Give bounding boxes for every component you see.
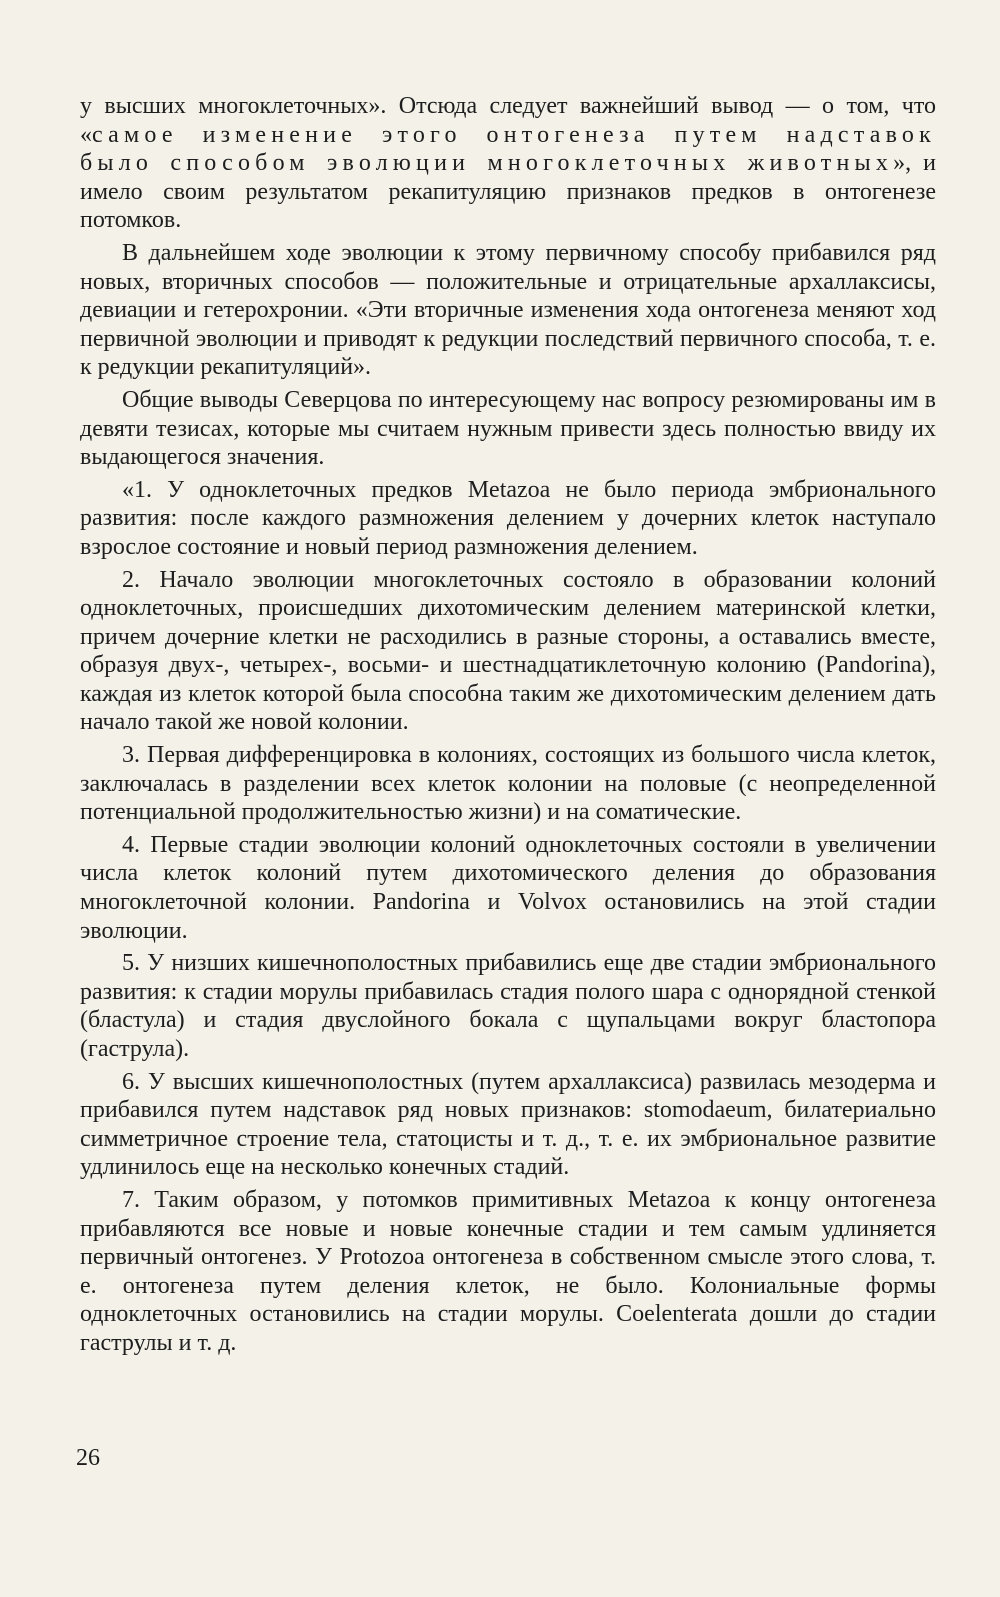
thesis-4: 4. Первые стадии эволюции колоний одноклеточных состояли в увеличении числа клеток колоний путем дихотомического деления до образования многоклеточной колонии. Pandorina и Volvox остановились на этой стадии эволюции. [80,831,936,944]
page-number: 26 [76,1445,100,1471]
body-text [80,92,936,1362]
thesis-5: 5. У низших кишечнополостных прибавились еще две стадии эмбрионального развития: к стадии морулы прибавилась стадия полого шара с однорядной стенкой (бластула) и стадия двуслойного бокала с щупальцами вокруг бластопора (гаструла). [80,950,936,1062]
paragraph: В дальнейшем ходе эволюции к этому первичному способу прибавился ряд новых, вторичных способов — положительные и отрицательные архаллаксисы, девиации и гетерохронии. «Эти вторичные изменения хода онтогенеза меняют ход первичной эволюции и приводят к редукции последствий первичного способа, т. е. к редукции рекапитуляций». [80,239,936,381]
thesis-6: 6. У высших кишечнополостных (путем архаллаксиса) развилась мезодерма и прибавился путем надставок ряд новых признаков: stomodaeum, билатериально симметричное строение тела, статоцисты и т. д., т. е. их эмбриональное развитие удлинилось еще на несколько конечных стадий. [80,1068,936,1181]
thesis-7: 7. Таким образом, у потомков примитивных Metazoa к концу онтогенеза прибавляются все новые и новые конечные стадии и тем самым удлиняется первичный онтогенез. У Protozoa онтогенеза в собственном смысле этого слова, т. е. онтогенеза путем деления клеток, не было. Колониальные формы одноклеточных остановились на стадии морулы. Coelenterata дошли до стадии гаструлы и т. д. [80,1186,936,1356]
emphasized-quote: самое изменение этого онтогенеза путем надставок было способом эволюции многоклеточных животных [80,121,936,177]
paragraph-continuation [80,92,936,235]
paragraph-text: у высших многоклеточных». Отсюда следует важнейший вывод — о том, что « [80,93,936,148]
paragraph-text: », и имело своим результатом рекапитуляцию признаков предков в онтогенезе потомков. [80,150,936,234]
thesis-1: «1. У одноклеточных предков Metazoa не было периода эмбрионального развития: после каждого размножения делением у дочерних клеток наступало взрослое состояние и новый период размножения делением. [80,476,936,560]
paragraph: Общие выводы Северцова по интересующему нас вопросу резюмированы им в девяти тезисах, которые мы считаем нужным привести здесь полностью ввиду их выдающегося значения. [80,386,936,471]
thesis-3: 3. Первая дифференцировка в колониях, состоящих из большого числа клеток, заключалась в разделении всех клеток колонии на половые (с неопределенной потенциальной продолжительностью жизни) и на соматические. [80,742,936,826]
thesis-2: 2. Начало эволюции многоклеточных состояло в образовании колоний одноклеточных, происшедших дихотомическим делением материнской клетки, причем дочерние клетки не расходились в разные стороны, а оставались вместе, образуя двух-, четырех-, восьми- и шестнадцатиклеточную колонию (Pandorina), каждая из клеток которой была способна таким же дихотомическим делением дать начало такой же новой колонии. [80,566,936,736]
